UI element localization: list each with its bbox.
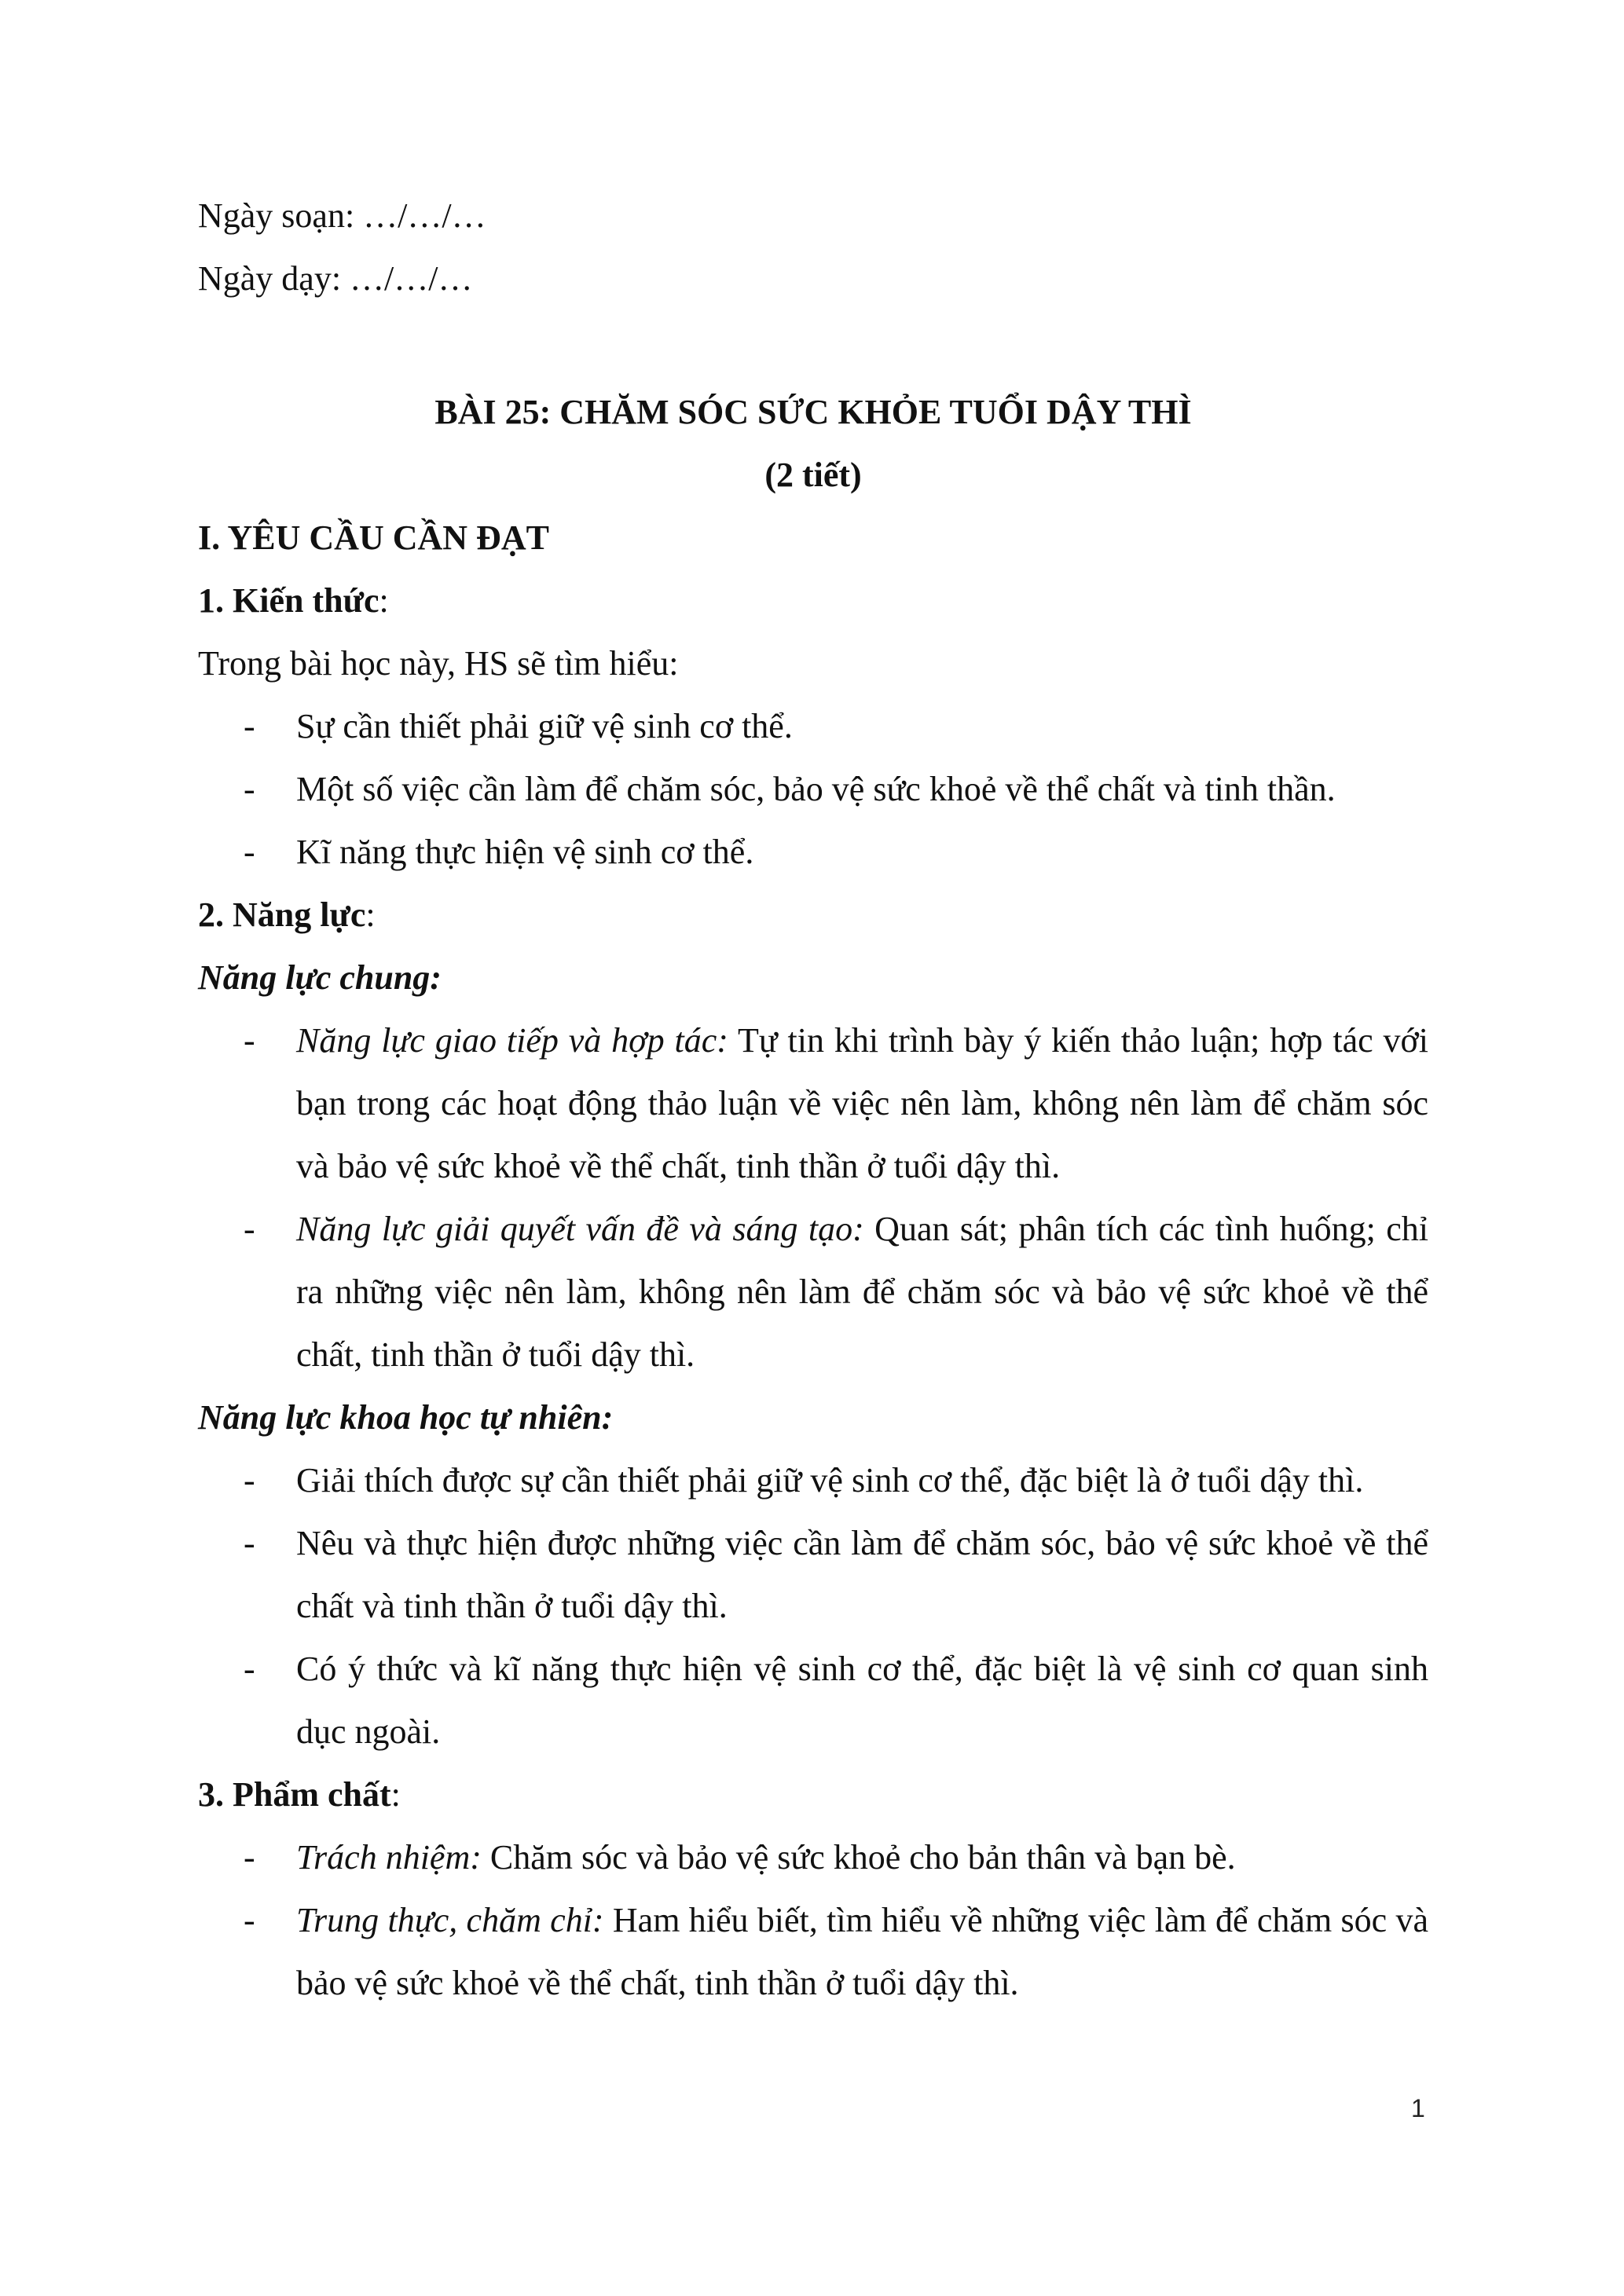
knowledge-intro: Trong bài học này, HS sẽ tìm hiểu:	[198, 644, 679, 683]
knowledge-colon: :	[379, 581, 389, 620]
bullet-dash: -	[244, 1210, 255, 1248]
list-item	[198, 1009, 1428, 1198]
science-competence-list	[198, 1449, 1428, 1763]
science-competence-heading: Năng lực khoa học tự nhiên:	[198, 1398, 614, 1437]
bullet-dash: -	[244, 1838, 255, 1877]
list-item-lead: Năng lực giải quyết vấn đề và sáng tạo:	[296, 1210, 864, 1248]
knowledge-heading	[198, 569, 1428, 632]
list-item-lead: Năng lực giao tiếp và hợp tác:	[296, 1021, 728, 1060]
qualities-label: 3. Phẩm chất	[198, 1775, 391, 1814]
bullet-dash: -	[244, 1461, 255, 1500]
bullet-dash: -	[244, 1524, 255, 1562]
list-item	[198, 758, 1428, 821]
list-item	[198, 1638, 1428, 1763]
bullet-dash: -	[244, 1021, 255, 1060]
teach-date: Ngày dạy: …/…/…	[198, 259, 473, 298]
document-body	[198, 185, 1428, 2015]
knowledge-list	[198, 695, 1428, 884]
list-item-lead: Trách nhiệm:	[296, 1838, 482, 1877]
bullet-dash: -	[244, 770, 255, 808]
list-item-text: Có ý thức và kĩ năng thực hiện vệ sinh cơ thể, đặc biệt là vệ sinh cơ quan sinh dục ngoài.	[296, 1650, 1428, 1751]
list-item-text: Quan sát; phân tích các tình huống; chỉ ra những việc nên làm, không nên làm để chăm sóc và bảo vệ sức khoẻ về thể chất, tinh thần ở tuổi dậy thì.	[296, 1210, 1428, 1374]
list-item	[198, 1512, 1428, 1638]
competence-label: 2. Năng lực	[198, 895, 366, 934]
bullet-dash: -	[244, 833, 255, 871]
list-item	[198, 1826, 1428, 1889]
list-item	[198, 1449, 1428, 1512]
bullet-dash: -	[244, 1650, 255, 1688]
list-item-text: Kĩ năng thực hiện vệ sinh cơ thể.	[296, 833, 754, 871]
list-item-text: Một số việc cần làm để chăm sóc, bảo vệ sức khoẻ về thể chất và tinh thần.	[296, 770, 1336, 808]
competence-colon: :	[365, 895, 376, 934]
knowledge-label: 1. Kiến thức	[198, 581, 379, 620]
list-item	[198, 1198, 1428, 1386]
list-item	[198, 695, 1428, 758]
spacer	[198, 310, 1428, 381]
list-item-text: Chăm sóc và bảo vệ sức khoẻ cho bản thân và bạn bè.	[481, 1838, 1236, 1877]
lesson-title: BÀI 25: CHĂM SÓC SỨC KHỎE TUỔI DẬY THÌ	[434, 393, 1192, 431]
list-item-text: Sự cần thiết phải giữ vệ sinh cơ thể.	[296, 707, 793, 745]
lesson-duration: (2 tiết)	[764, 456, 862, 494]
general-competence-heading: Năng lực chung:	[198, 958, 442, 997]
bullet-dash: -	[244, 707, 255, 745]
list-item-lead: Trung thực, chăm chỉ:	[296, 1901, 604, 1939]
list-item-text: Giải thích được sự cần thiết phải giữ vệ sinh cơ thể, đặc biệt là ở tuổi dậy thì.	[296, 1461, 1364, 1500]
list-item	[198, 821, 1428, 884]
page-number: 1	[1411, 2094, 1425, 2122]
prep-date: Ngày soạn: …/…/…	[198, 196, 486, 235]
list-item-text: Tự tin khi trình bày ý kiến thảo luận; hợp tác với bạn trong các hoạt động thảo luận về việc nên làm, không nên làm để chăm sóc và bảo vệ sức khoẻ về thể chất, tinh thần ở tuổi dậy thì.	[296, 1021, 1428, 1185]
qualities-colon: :	[390, 1775, 401, 1814]
bullet-dash: -	[244, 1901, 255, 1939]
qualities-heading	[198, 1763, 1428, 1826]
list-item	[198, 1889, 1428, 2015]
list-item-text: Nêu và thực hiện được những việc cần làm để chăm sóc, bảo vệ sức khoẻ về thể chất và tinh thần ở tuổi dậy thì.	[296, 1524, 1428, 1625]
competence-heading	[198, 884, 1428, 947]
qualities-list	[198, 1826, 1428, 2015]
general-competence-list	[198, 1009, 1428, 1386]
list-item-text: Ham hiểu biết, tìm hiểu về những việc làm để chăm sóc và bảo vệ sức khoẻ về thể chất, tinh thần ở tuổi dậy thì.	[296, 1901, 1428, 2002]
section-heading-requirements: I. YÊU CẦU CẦN ĐẠT	[198, 518, 549, 557]
